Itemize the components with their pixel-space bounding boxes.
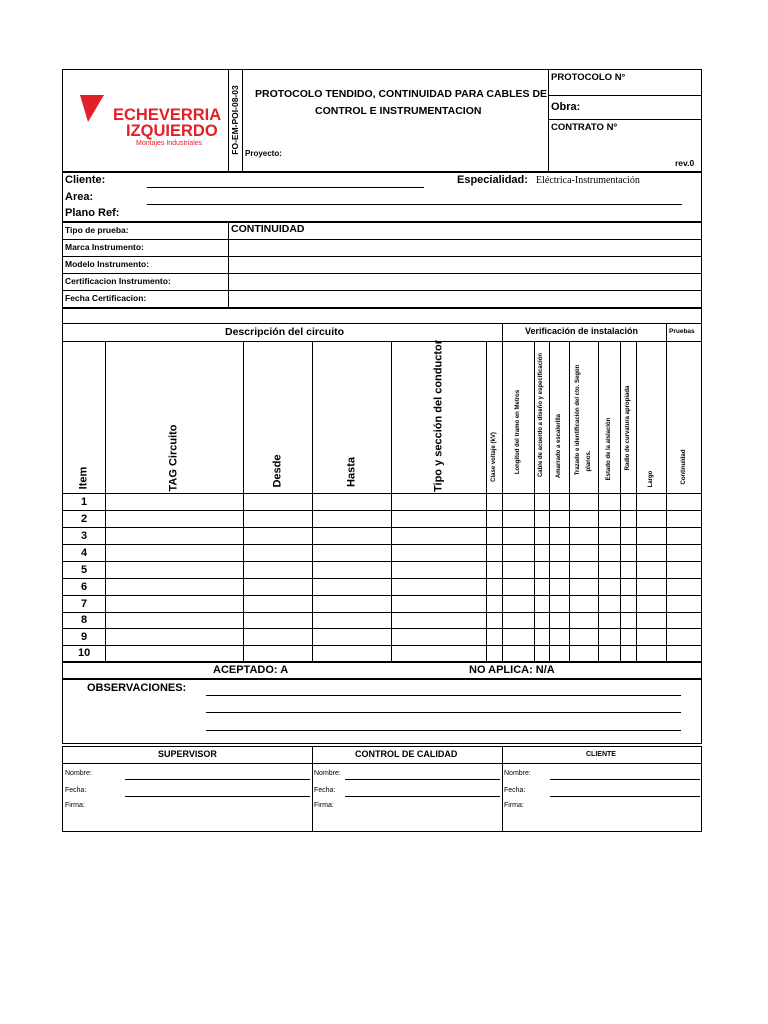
rev-label: rev.0 [675, 158, 695, 168]
test-info-block [62, 222, 702, 308]
legend-row [62, 662, 702, 679]
col-trazado-2: planos. [586, 450, 592, 472]
protocolo-label: PROTOCOLO N° [551, 72, 626, 83]
brand-sub: Montajes Industriales [136, 140, 203, 147]
legend-aceptado: ACEPTADO: A [213, 664, 289, 676]
sig-calidad-fecha: Fecha: [314, 787, 336, 794]
tipo-prueba-label: Tipo de prueba: [65, 225, 129, 235]
certificacion-label: Certificacion Instrumento: [65, 276, 171, 286]
row-item-7: 7 [81, 598, 88, 610]
col-hasta: Hasta [345, 457, 358, 487]
cliente-label: Cliente: [65, 174, 106, 186]
brand-line1: ECHEVERRIA [113, 106, 222, 124]
sig-calidad-fecha-line[interactable] [345, 796, 500, 797]
logo-mark-icon [80, 95, 104, 123]
plano-label: Plano Ref: [65, 207, 120, 219]
contrato-label: CONTRATO Nº [551, 122, 617, 133]
doc-code: FO-EM-POI-08-03 [229, 85, 240, 155]
row-item-1: 1 [81, 496, 88, 508]
cliente-line[interactable] [147, 187, 424, 188]
row-item-10: 10 [78, 647, 91, 659]
modelo-label: Modelo Instrumento: [65, 259, 150, 269]
sig-cliente-title: CLIENTE [586, 751, 616, 758]
sig-supervisor-title: SUPERVISOR [158, 749, 217, 759]
group-verificacion: Verificación de instalación [525, 326, 639, 336]
col-tipo: Tipo y sección del conductor [432, 340, 445, 492]
col-longitud: Longitud del tramo en Metros [515, 389, 521, 475]
row-item-4: 4 [81, 547, 88, 559]
proyecto-label: Proyecto: [245, 149, 282, 158]
sig-cliente-firma: Firma: [504, 802, 524, 809]
especialidad-value: Eléctrica-Instrumentación [536, 175, 640, 186]
title-line2: CONTROL E INSTRUMENTACION [315, 105, 482, 117]
title-line1: PROTOCOLO TENDIDO, CONTINUIDAD PARA CABLES DE [255, 88, 548, 100]
sig-calidad-title: CONTROL DE CALIDAD [355, 749, 458, 759]
marca-label: Marca Instrumento: [65, 242, 144, 252]
col-radio: Radio de curvatura apropiada [625, 385, 631, 471]
row-item-8: 8 [81, 614, 88, 626]
observaciones-label: OBSERVACIONES: [87, 682, 187, 694]
row-item-3: 3 [81, 530, 88, 542]
sig-supervisor-fecha: Fecha: [65, 787, 87, 794]
col-continuidad: Continuidad [681, 449, 687, 485]
sig-supervisor-firma: Firma: [65, 802, 85, 809]
sig-cliente-fecha: Fecha: [504, 787, 526, 794]
sig-calidad-nombre-line[interactable] [345, 779, 500, 780]
col-trazado-1: Trazado e identificación del cto. Según [575, 364, 581, 476]
sig-supervisor-fecha-line[interactable] [125, 796, 310, 797]
especialidad-label: Especialidad: [457, 174, 528, 186]
observaciones-line-3[interactable] [206, 730, 681, 731]
sig-supervisor-nombre-line[interactable] [125, 779, 310, 780]
sig-cliente-fecha-line[interactable] [550, 796, 700, 797]
row-item-2: 2 [81, 513, 88, 525]
group-pruebas: Pruebas [669, 328, 695, 335]
sig-cliente-nombre-line[interactable] [550, 779, 700, 780]
col-cable: Cable de acuerdo a diseño y especificación [538, 352, 544, 478]
row-item-6: 6 [81, 581, 88, 593]
sig-calidad-nombre: Nombre: [314, 770, 341, 777]
observaciones-line-2[interactable] [206, 712, 681, 713]
col-largo: Largo [648, 470, 654, 488]
col-clase: Clase voltaje (kV) [491, 432, 497, 482]
sig-supervisor-nombre: Nombre: [65, 770, 92, 777]
circuit-table [62, 308, 702, 662]
row-item-9: 9 [81, 631, 88, 643]
fecha-cert-label: Fecha Certificacion: [65, 293, 147, 303]
group-descripcion: Descripción del circuito [225, 326, 345, 338]
col-estado: Estado de la aislación [606, 417, 612, 481]
sig-calidad-firma: Firma: [314, 802, 334, 809]
tipo-prueba-value: CONTINUIDAD [231, 223, 305, 235]
row-item-5: 5 [81, 564, 88, 576]
brand-line2: IZQUIERDO [126, 122, 218, 140]
legend-no-aplica: NO APLICA: N/A [469, 664, 555, 676]
col-tag: TAG Circuito [167, 424, 180, 492]
area-label: Area: [65, 191, 94, 203]
observaciones-line-1[interactable] [206, 695, 681, 696]
obra-label: Obra: [551, 101, 581, 113]
sig-cliente-nombre: Nombre: [504, 770, 531, 777]
col-desde: Desde [271, 454, 284, 488]
col-amarrado: Amarrado a escalerilla [556, 413, 562, 479]
col-item: Item [77, 466, 90, 490]
area-line[interactable] [147, 204, 682, 205]
logo [80, 93, 220, 153]
